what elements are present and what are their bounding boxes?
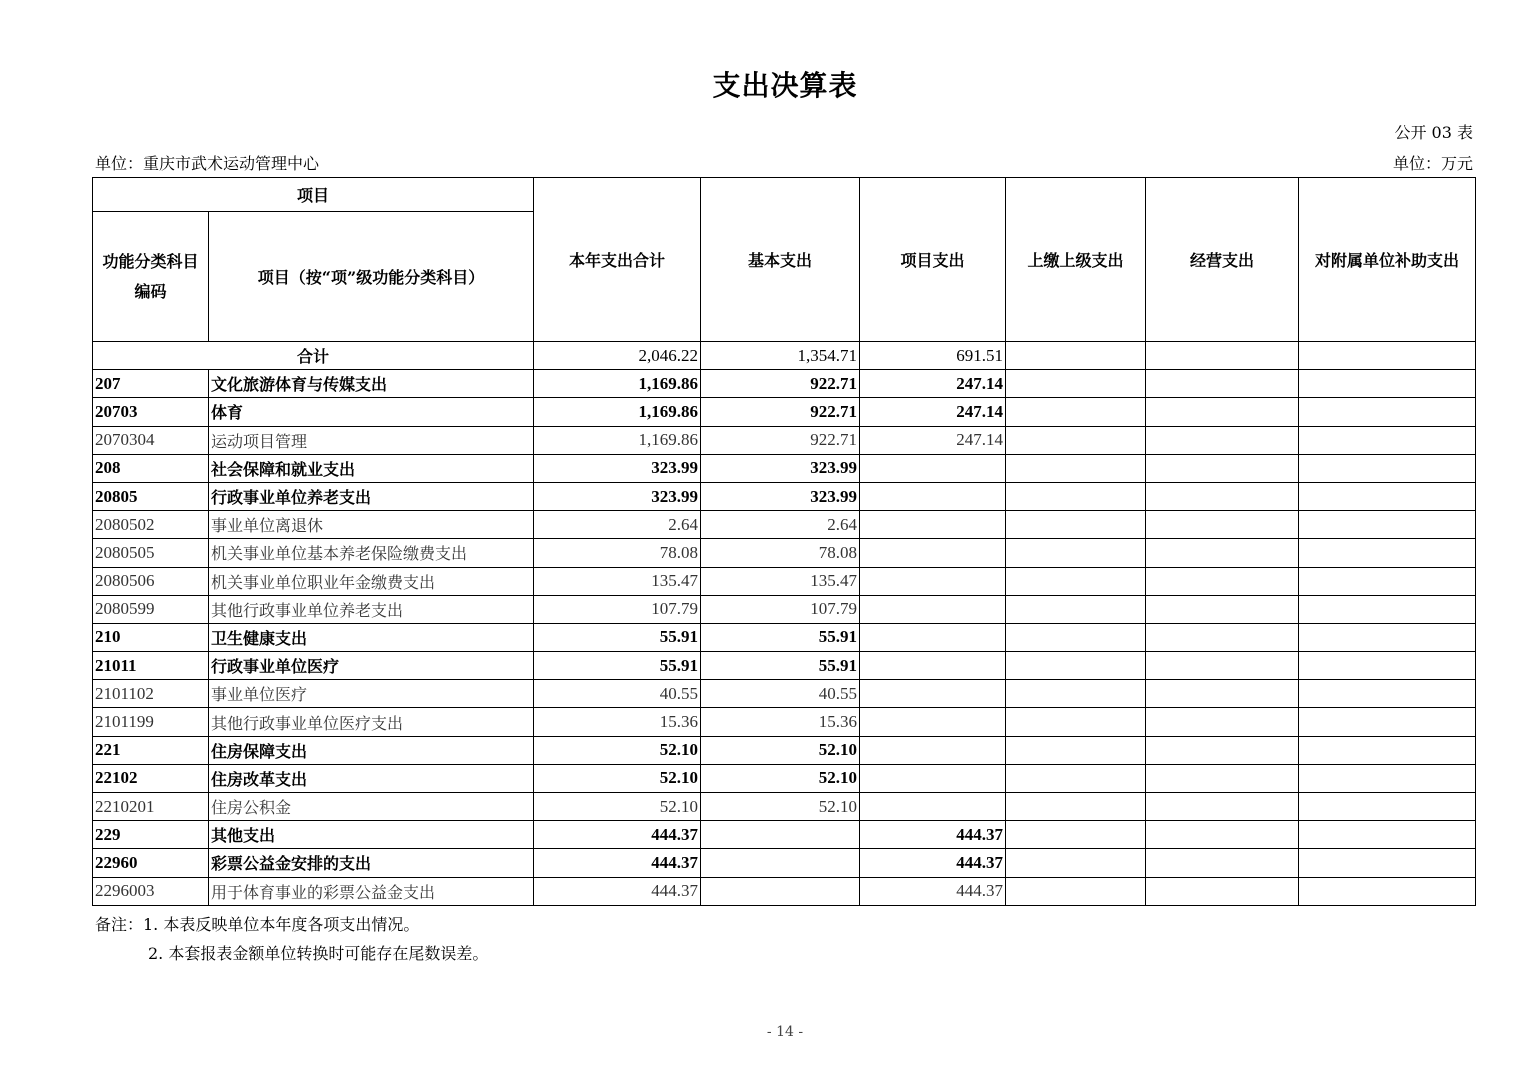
header-name: 项目（按“项”级功能分类科目） xyxy=(209,212,534,342)
row-total: 2.64 xyxy=(534,511,701,539)
header-project: 项目 xyxy=(93,178,534,212)
currency-unit: 单位：万元 xyxy=(1392,154,1473,173)
row-code: 229 xyxy=(93,821,209,849)
row-name: 运动项目管理 xyxy=(209,426,534,454)
table-row xyxy=(93,398,1476,426)
row-business xyxy=(1146,567,1299,595)
row-total: 1,169.86 xyxy=(534,398,701,426)
row-code: 20805 xyxy=(93,482,209,510)
table-row xyxy=(93,652,1476,680)
row-subsidy xyxy=(1299,426,1476,454)
row-project xyxy=(860,736,1006,764)
row-code: 2070304 xyxy=(93,426,209,454)
row-project xyxy=(860,511,1006,539)
header-basic: 基本支出 xyxy=(701,178,860,342)
row-total: 78.08 xyxy=(534,539,701,567)
row-code: 2101199 xyxy=(93,708,209,736)
row-name: 住房改革支出 xyxy=(209,764,534,792)
row-name: 卫生健康支出 xyxy=(209,623,534,651)
row-subsidy xyxy=(1299,849,1476,877)
total-business xyxy=(1146,342,1299,370)
row-upper xyxy=(1006,454,1146,482)
row-basic: 52.10 xyxy=(701,736,860,764)
table-row xyxy=(93,482,1476,510)
row-upper xyxy=(1006,680,1146,708)
row-code: 2210201 xyxy=(93,793,209,821)
row-code: 22102 xyxy=(93,764,209,792)
header-code: 功能分类科目编码 xyxy=(93,212,209,342)
row-code: 20703 xyxy=(93,398,209,426)
row-project: 247.14 xyxy=(860,426,1006,454)
row-subsidy xyxy=(1299,398,1476,426)
row-total: 52.10 xyxy=(534,764,701,792)
row-subsidy xyxy=(1299,370,1476,398)
total-project: 691.51 xyxy=(860,342,1006,370)
row-total: 323.99 xyxy=(534,454,701,482)
row-upper xyxy=(1006,793,1146,821)
row-project: 247.14 xyxy=(860,398,1006,426)
row-code: 207 xyxy=(93,370,209,398)
table-row xyxy=(93,736,1476,764)
row-project xyxy=(860,764,1006,792)
row-total: 135.47 xyxy=(534,567,701,595)
row-upper xyxy=(1006,877,1146,905)
row-upper xyxy=(1006,511,1146,539)
row-business xyxy=(1146,595,1299,623)
row-code: 21011 xyxy=(93,652,209,680)
row-project xyxy=(860,482,1006,510)
row-code: 221 xyxy=(93,736,209,764)
row-basic: 78.08 xyxy=(701,539,860,567)
row-basic: 52.10 xyxy=(701,764,860,792)
table-row xyxy=(93,511,1476,539)
table-row xyxy=(93,539,1476,567)
row-subsidy xyxy=(1299,482,1476,510)
row-code: 2080506 xyxy=(93,567,209,595)
table-row xyxy=(93,567,1476,595)
row-project: 247.14 xyxy=(860,370,1006,398)
total-basic: 1,354.71 xyxy=(701,342,860,370)
row-total: 1,169.86 xyxy=(534,370,701,398)
row-total: 444.37 xyxy=(534,849,701,877)
row-total: 15.36 xyxy=(534,708,701,736)
row-subsidy xyxy=(1299,680,1476,708)
row-basic: 2.64 xyxy=(701,511,860,539)
row-name: 其他行政事业单位医疗支出 xyxy=(209,708,534,736)
row-project xyxy=(860,708,1006,736)
table-row xyxy=(93,595,1476,623)
expenditure-table xyxy=(92,177,1476,906)
row-basic: 922.71 xyxy=(701,426,860,454)
row-project xyxy=(860,623,1006,651)
table-row xyxy=(93,849,1476,877)
total-subsidy xyxy=(1299,342,1476,370)
table-row xyxy=(93,623,1476,651)
row-upper xyxy=(1006,849,1146,877)
row-basic: 107.79 xyxy=(701,595,860,623)
row-code: 208 xyxy=(93,454,209,482)
row-project xyxy=(860,793,1006,821)
note-2: 2. 本套报表金额单位转换时可能存在尾数误差。 xyxy=(148,944,489,963)
row-basic: 55.91 xyxy=(701,652,860,680)
table-row xyxy=(93,426,1476,454)
row-subsidy xyxy=(1299,821,1476,849)
row-business xyxy=(1146,623,1299,651)
form-number: 公开 03 表 xyxy=(1394,123,1473,142)
row-total: 107.79 xyxy=(534,595,701,623)
row-business xyxy=(1146,849,1299,877)
row-name: 事业单位医疗 xyxy=(209,680,534,708)
row-subsidy xyxy=(1299,708,1476,736)
row-upper xyxy=(1006,398,1146,426)
header-upper: 上缴上级支出 xyxy=(1006,178,1146,342)
row-upper xyxy=(1006,539,1146,567)
row-basic: 15.36 xyxy=(701,708,860,736)
row-business xyxy=(1146,482,1299,510)
row-basic: 135.47 xyxy=(701,567,860,595)
row-subsidy xyxy=(1299,539,1476,567)
row-business xyxy=(1146,426,1299,454)
row-upper xyxy=(1006,708,1146,736)
row-project xyxy=(860,652,1006,680)
row-subsidy xyxy=(1299,652,1476,680)
row-subsidy xyxy=(1299,736,1476,764)
row-code: 2080599 xyxy=(93,595,209,623)
row-upper xyxy=(1006,370,1146,398)
row-upper xyxy=(1006,652,1146,680)
row-business xyxy=(1146,793,1299,821)
row-name: 行政事业单位医疗 xyxy=(209,652,534,680)
row-project: 444.37 xyxy=(860,877,1006,905)
header-project-expenditure: 项目支出 xyxy=(860,178,1006,342)
table-row xyxy=(93,764,1476,792)
page-number: - 14 - xyxy=(766,1024,804,1040)
row-name: 文化旅游体育与传媒支出 xyxy=(209,370,534,398)
row-name: 彩票公益金安排的支出 xyxy=(209,849,534,877)
row-basic: 52.10 xyxy=(701,793,860,821)
row-basic: 323.99 xyxy=(701,482,860,510)
row-name: 机关事业单位基本养老保险缴费支出 xyxy=(209,539,534,567)
row-code: 2101102 xyxy=(93,680,209,708)
row-basic: 922.71 xyxy=(701,370,860,398)
table-row xyxy=(93,877,1476,905)
row-basic: 922.71 xyxy=(701,398,860,426)
row-code: 210 xyxy=(93,623,209,651)
header-total: 本年支出合计 xyxy=(534,178,701,342)
row-business xyxy=(1146,370,1299,398)
row-basic xyxy=(701,849,860,877)
row-basic: 40.55 xyxy=(701,680,860,708)
row-project xyxy=(860,454,1006,482)
table-row xyxy=(93,821,1476,849)
row-business xyxy=(1146,454,1299,482)
row-name: 行政事业单位养老支出 xyxy=(209,482,534,510)
row-code: 22960 xyxy=(93,849,209,877)
note-1: 备注：1. 本表反映单位本年度各项支出情况。 xyxy=(95,915,420,934)
row-business xyxy=(1146,652,1299,680)
row-business xyxy=(1146,511,1299,539)
row-project: 444.37 xyxy=(860,821,1006,849)
row-business xyxy=(1146,877,1299,905)
row-basic: 323.99 xyxy=(701,454,860,482)
row-total: 444.37 xyxy=(534,821,701,849)
row-upper xyxy=(1006,567,1146,595)
row-business xyxy=(1146,764,1299,792)
row-upper xyxy=(1006,736,1146,764)
page-title: 支出决算表 xyxy=(712,69,858,102)
row-project xyxy=(860,567,1006,595)
row-subsidy xyxy=(1299,877,1476,905)
row-business xyxy=(1146,539,1299,567)
row-basic: 55.91 xyxy=(701,623,860,651)
header-business: 经营支出 xyxy=(1146,178,1299,342)
total-label: 合计 xyxy=(93,342,534,370)
row-upper xyxy=(1006,821,1146,849)
header-subsidy: 对附属单位补助支出 xyxy=(1299,178,1476,342)
row-subsidy xyxy=(1299,623,1476,651)
row-upper xyxy=(1006,482,1146,510)
table-row xyxy=(93,793,1476,821)
row-name: 用于体育事业的彩票公益金支出 xyxy=(209,877,534,905)
row-total: 40.55 xyxy=(534,680,701,708)
row-total: 444.37 xyxy=(534,877,701,905)
row-name: 体育 xyxy=(209,398,534,426)
row-project xyxy=(860,595,1006,623)
table-row xyxy=(93,708,1476,736)
row-total: 323.99 xyxy=(534,482,701,510)
row-total: 1,169.86 xyxy=(534,426,701,454)
row-subsidy xyxy=(1299,764,1476,792)
row-subsidy xyxy=(1299,454,1476,482)
row-code: 2296003 xyxy=(93,877,209,905)
row-subsidy xyxy=(1299,595,1476,623)
total-upper xyxy=(1006,342,1146,370)
row-business xyxy=(1146,736,1299,764)
total-sum: 2,046.22 xyxy=(534,342,701,370)
row-total: 55.91 xyxy=(534,652,701,680)
total-row xyxy=(93,342,1476,370)
row-business xyxy=(1146,708,1299,736)
row-subsidy xyxy=(1299,567,1476,595)
organization-unit: 单位：重庆市武术运动管理中心 xyxy=(95,154,320,173)
row-upper xyxy=(1006,623,1146,651)
row-name: 其他行政事业单位养老支出 xyxy=(209,595,534,623)
row-basic xyxy=(701,877,860,905)
row-name: 社会保障和就业支出 xyxy=(209,454,534,482)
row-total: 52.10 xyxy=(534,736,701,764)
row-subsidy xyxy=(1299,793,1476,821)
row-business xyxy=(1146,398,1299,426)
row-project xyxy=(860,680,1006,708)
row-name: 其他支出 xyxy=(209,821,534,849)
table-row xyxy=(93,454,1476,482)
row-name: 住房公积金 xyxy=(209,793,534,821)
row-project xyxy=(860,539,1006,567)
row-total: 55.91 xyxy=(534,623,701,651)
notes xyxy=(95,910,488,968)
row-name: 事业单位离退休 xyxy=(209,511,534,539)
row-subsidy xyxy=(1299,511,1476,539)
row-upper xyxy=(1006,426,1146,454)
row-code: 2080502 xyxy=(93,511,209,539)
row-upper xyxy=(1006,595,1146,623)
row-business xyxy=(1146,821,1299,849)
row-business xyxy=(1146,680,1299,708)
table-row xyxy=(93,370,1476,398)
row-basic xyxy=(701,821,860,849)
row-code: 2080505 xyxy=(93,539,209,567)
table-row xyxy=(93,680,1476,708)
row-total: 52.10 xyxy=(534,793,701,821)
row-name: 机关事业单位职业年金缴费支出 xyxy=(209,567,534,595)
row-project: 444.37 xyxy=(860,849,1006,877)
row-name: 住房保障支出 xyxy=(209,736,534,764)
row-upper xyxy=(1006,764,1146,792)
